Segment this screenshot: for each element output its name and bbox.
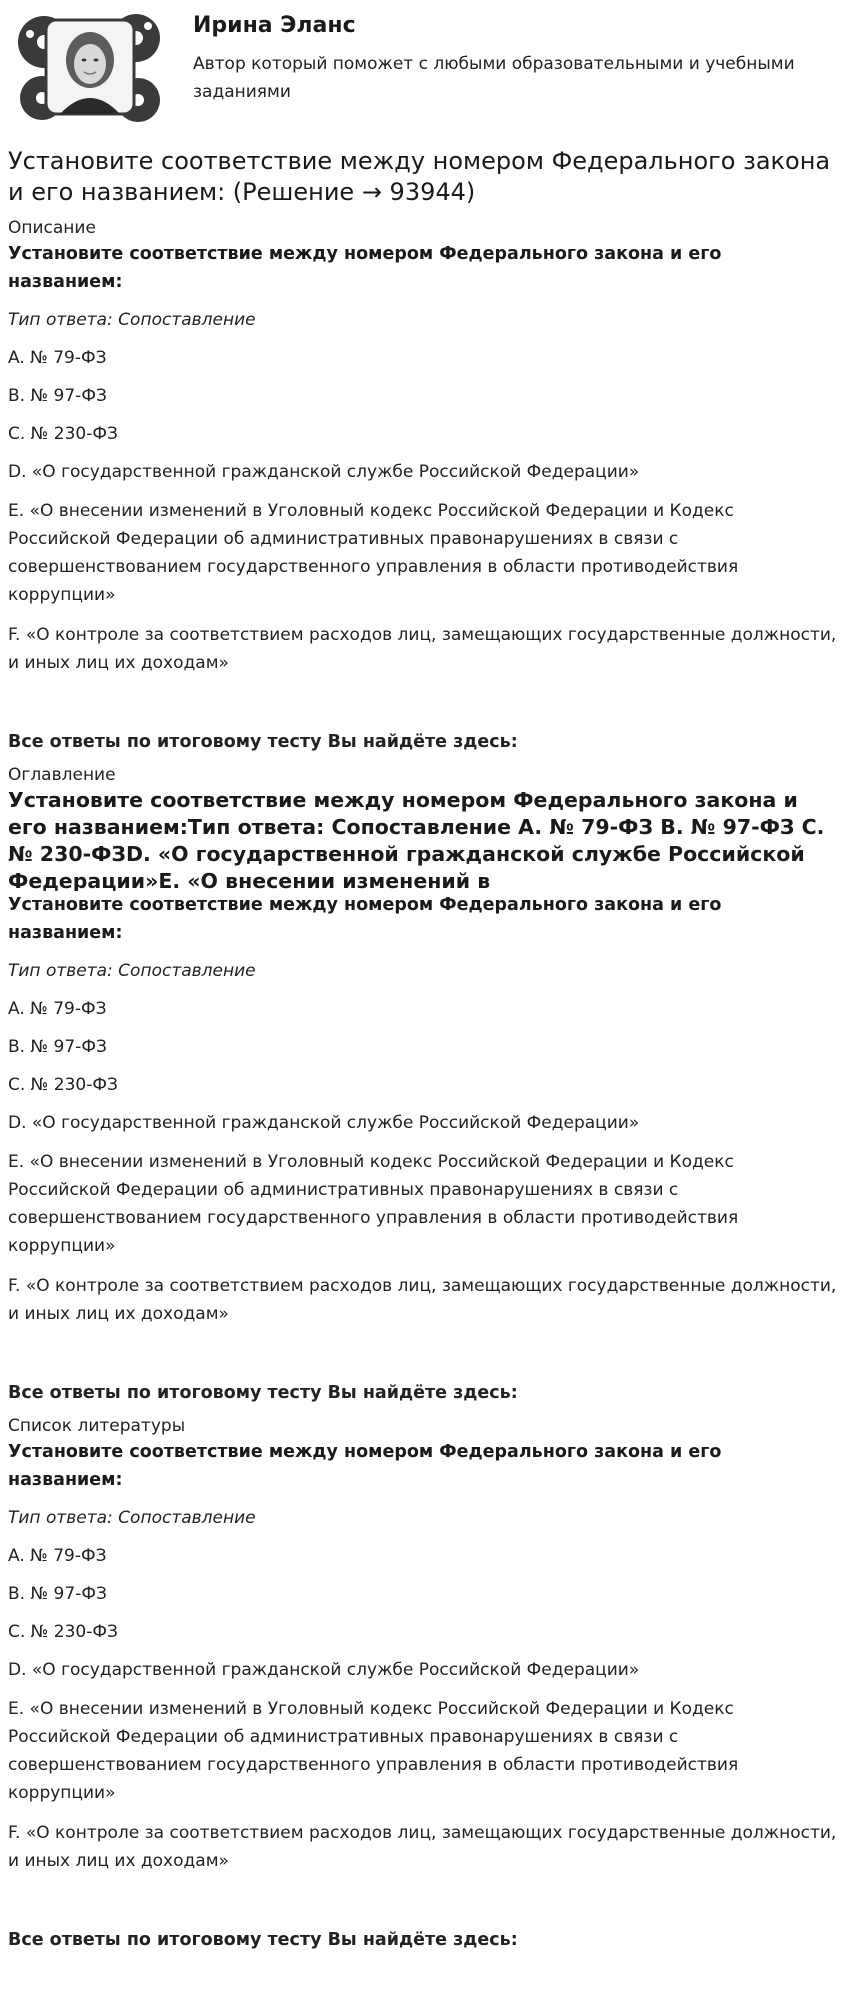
answer-type: Тип ответа: Сопоставление: [8, 961, 256, 981]
question-title: Установите соответствие между номером Федерального закона и его названием:: [8, 1442, 722, 1490]
option-b: B. № 97-ФЗ: [8, 1584, 107, 1604]
answer-type: Тип ответа: Сопоставление: [8, 310, 256, 330]
section-heading-toc: Оглавление: [8, 765, 116, 785]
option-f: F. «О контроле за соответствием расходов лиц, замещающих государственные должности, и иных лиц их доходам»: [8, 1823, 837, 1871]
description-section: [8, 216, 839, 755]
section-heading-description: Описание: [8, 218, 96, 238]
option-b: B. № 97-ФЗ: [8, 1037, 107, 1057]
references-section: [8, 1414, 839, 1953]
option-a: A. № 79-ФЗ: [8, 1546, 107, 1566]
page-title: Установите соответствие между номером Федерального закона и его названием: (Решение → 93944): [8, 147, 831, 206]
author-avatar: [16, 8, 164, 126]
option-d: D. «О государственной гражданской службе Российской Федерации»: [8, 462, 640, 482]
toc-summary: Установите соответствие между номером Федерального закона и его названием:Тип ответа: Сопоставление A. № 79-ФЗ B. № 97-ФЗ C. № 230-ФЗD. «О государственной гражданской службе Российской Федерации»E. «О внесении изменений в: [8, 788, 825, 891]
option-d: D. «О государственной гражданской службе Российской Федерации»: [8, 1113, 640, 1133]
option-c: C. № 230-ФЗ: [8, 424, 118, 444]
answers-link[interactable]: Все ответы по итоговому тесту Вы найдёте здесь:: [8, 732, 518, 752]
section-heading-references: Список литературы: [8, 1416, 186, 1436]
option-b: B. № 97-ФЗ: [8, 386, 107, 406]
option-e: E. «О внесении изменений в Уголовный кодекс Российской Федерации и Кодекс Российской Федерации об административных правонарушениях в связи с совершенствованием государственного управления в области противодействия коррупции»: [8, 1152, 739, 1256]
toc-section: [8, 763, 839, 1406]
answer-type: Тип ответа: Сопоставление: [8, 1508, 256, 1528]
answers-link[interactable]: Все ответы по итоговому тесту Вы найдёте здесь:: [8, 1930, 518, 1950]
option-f: F. «О контроле за соответствием расходов лиц, замещающих государственные должности, и иных лиц их доходам»: [8, 1276, 837, 1324]
option-f: F. «О контроле за соответствием расходов лиц, замещающих государственные должности, и иных лиц их доходам»: [8, 625, 837, 673]
option-c: C. № 230-ФЗ: [8, 1075, 118, 1095]
option-e: E. «О внесении изменений в Уголовный кодекс Российской Федерации и Кодекс Российской Федерации об административных правонарушениях в связи с совершенствованием государственного управления в области противодействия коррупции»: [8, 501, 739, 605]
question-title: Установите соответствие между номером Федерального закона и его названием:: [8, 244, 722, 292]
option-a: A. № 79-ФЗ: [8, 999, 107, 1019]
answers-link[interactable]: Все ответы по итоговому тесту Вы найдёте здесь:: [8, 1383, 518, 1403]
option-e: E. «О внесении изменений в Уголовный кодекс Российской Федерации и Кодекс Российской Федерации об административных правонарушениях в связи с совершенствованием государственного управления в области противодействия коррупции»: [8, 1699, 739, 1803]
question-title: Установите соответствие между номером Федерального закона и его названием:: [8, 895, 722, 943]
option-a: A. № 79-ФЗ: [8, 348, 107, 368]
author-name: Ирина Эланс: [193, 13, 356, 38]
option-c: C. № 230-ФЗ: [8, 1622, 118, 1642]
author-description: Автор который поможет с любыми образовательными и учебными заданиями: [193, 54, 795, 102]
author-block: [8, 0, 839, 130]
option-d: D. «О государственной гражданской службе Российской Федерации»: [8, 1660, 640, 1680]
